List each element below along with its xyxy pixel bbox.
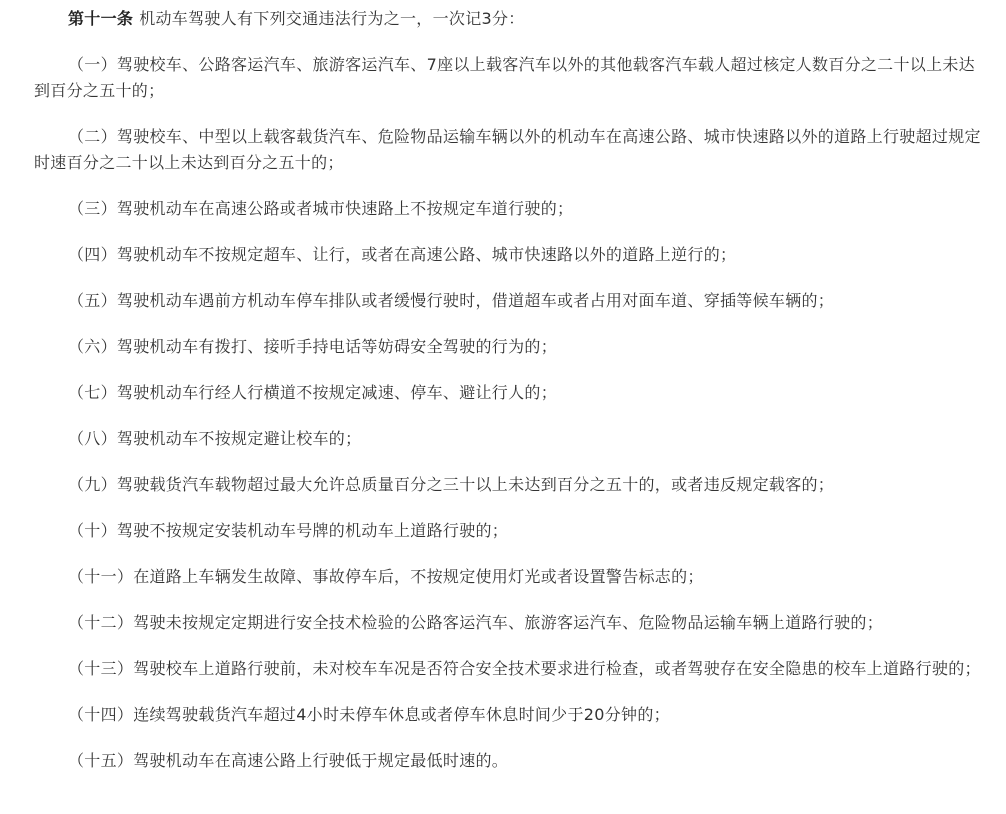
article-item-8: （八）驾驶机动车不按规定避让校车的； (68, 429, 362, 448)
article-item-15: （十五）驾驶机动车在高速公路上行驶低于规定最低时速的。 (68, 751, 509, 770)
article-item-11: （十一）在道路上车辆发生故障、事故停车后，不按规定使用灯光或者设置警告标志的； (68, 567, 704, 586)
article-item-7: （七）驾驶机动车行经人行横道不按规定减速、停车、避让行人的； (68, 383, 558, 402)
article-item-5: （五）驾驶机动车遇前方机动车停车排队或者缓慢行驶时，借道超车或者占用对面车道、穿插等候车辆的； (68, 291, 835, 310)
article-intro-paragraph (34, 6, 982, 32)
article-heading: 第十一条 (68, 9, 134, 28)
article-item-9: （九）驾驶载货汽车载物超过最大允许总质量百分之三十以上未达到百分之五十的，或者违反规定载客的； (68, 475, 835, 494)
article-item-1: （一）驾驶校车、公路客运汽车、旅游客运汽车、7座以上载客汽车以外的其他载客汽车载人超过核定人数百分之二十以上未达到百分之五十的； (34, 55, 975, 100)
article-item-3: （三）驾驶机动车在高速公路或者城市快速路上不按规定车道行驶的； (68, 199, 574, 218)
article-item-2: （二）驾驶校车、中型以上载客载货汽车、危险物品运输车辆以外的机动车在高速公路、城市快速路以外的道路上行驶超过规定时速百分之二十以上未达到百分之五十的； (34, 127, 981, 172)
article-intro-text: 机动车驾驶人有下列交通违法行为之一，一次记3分： (139, 9, 525, 28)
article-item-12: （十二）驾驶未按规定定期进行安全技术检验的公路客运汽车、旅游客运汽车、危险物品运输车辆上道路行驶的； (68, 613, 884, 632)
article-item-13: （十三）驾驶校车上道路行驶前，未对校车车况是否符合安全技术要求进行检查，或者驾驶存在安全隐患的校车上道路行驶的； (68, 659, 981, 678)
article-item-10: （十）驾驶不按规定安装机动车号牌的机动车上道路行驶的； (68, 521, 509, 540)
article-item-4: （四）驾驶机动车不按规定超车、让行，或者在高速公路、城市快速路以外的道路上逆行的； (68, 245, 737, 264)
article-item-14: （十四）连续驾驶载货汽车超过4小时未停车休息或者停车休息时间少于20分钟的； (68, 705, 670, 724)
article-item-6: （六）驾驶机动车有拨打、接听手持电话等妨碍安全驾驶的行为的； (68, 337, 558, 356)
